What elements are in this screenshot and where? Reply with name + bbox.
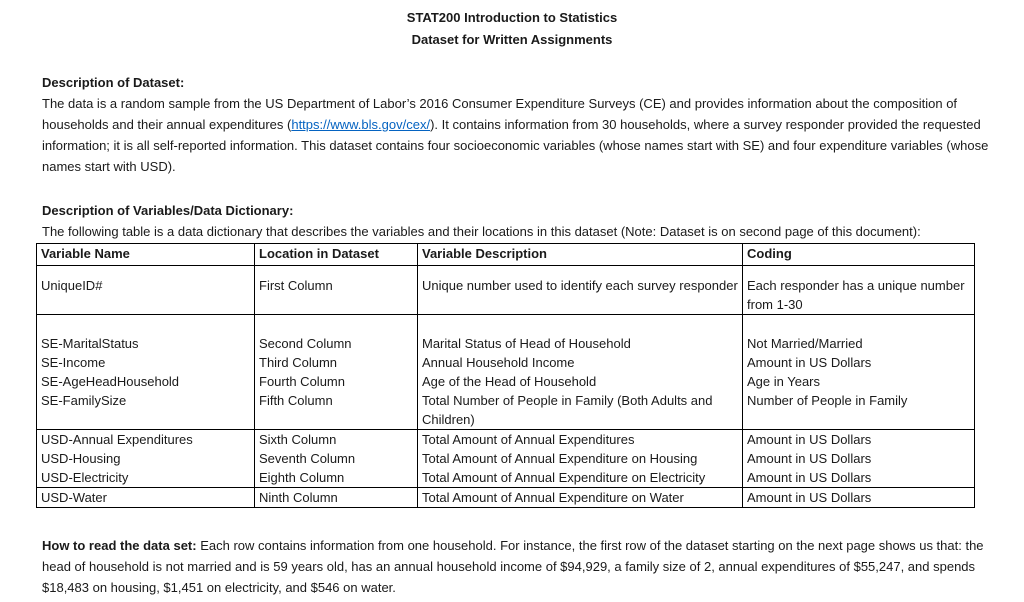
table-row [37,449,975,468]
variable-name-cell: SE-Income [37,353,255,372]
variable-name-cell: USD-Water [37,488,255,508]
table-row [37,372,975,391]
coding-cell: Each responder has a unique number from 1-30 [743,266,975,315]
description-cell: Age of the Head of Household [418,372,743,391]
table-header-row [37,244,975,266]
coding-cell: Amount in US Dollars [743,353,975,372]
description-cell: Total Amount of Annual Expenditure on Electricity [418,468,743,488]
dataset-description-heading: Description of Dataset: [42,75,185,90]
location-cell: First Column [255,266,418,315]
table-row [37,315,975,354]
variable-name-cell: SE-AgeHeadHousehold [37,372,255,391]
coding-cell: Number of People in Family [743,391,975,430]
location-cell: Third Column [255,353,418,372]
dataset-description-section [42,72,1002,177]
header-coding: Coding [743,244,975,266]
bls-link[interactable]: https://www.bls.gov/cex/ [291,117,431,132]
variables-description-section [42,200,1002,242]
location-cell: Ninth Column [255,488,418,508]
description-cell: Unique number used to identify each survey responder [418,266,743,315]
variables-description-intro: The following table is a data dictionary that describes the variables and their locations in this dataset (Note: Dataset is on second page of this document): [42,224,921,239]
dataset-description-text [42,93,1002,177]
description-cell: Total Amount of Annual Expenditure on Water [418,488,743,508]
description-cell: Annual Household Income [418,353,743,372]
table-row [37,468,975,488]
header-variable-name: Variable Name [37,244,255,266]
description-cell: Total Number of People in Family (Both Adults and Children) [418,391,743,430]
variable-name-cell: USD-Electricity [37,468,255,488]
data-dictionary-table [36,243,975,508]
how-to-read-heading: How to read the data set: [42,538,197,553]
document-title: STAT200 Introduction to Statistics [406,10,618,25]
table-row [37,353,975,372]
table-row [37,266,975,315]
coding-cell: Amount in US Dollars [743,468,975,488]
variable-name-cell: SE-FamilySize [37,391,255,430]
header-location: Location in Dataset [255,244,418,266]
variable-name-cell: SE-MaritalStatus [37,315,255,354]
coding-cell: Amount in US Dollars [743,449,975,468]
document-subtitle: Dataset for Written Assignments [411,32,613,47]
coding-cell: Amount in US Dollars [743,430,975,450]
header-description: Variable Description [418,244,743,266]
location-cell: Second Column [255,315,418,354]
dataset-description-text-part2: ). It contains information from 30 households, where a survey responder provided the requested information; it is all self-reported information. This dataset contains four socioeconomic variables (whose names start with SE) and four expenditure variables (whose names start with USD). [42,117,989,174]
table-row [37,430,975,450]
location-cell: Eighth Column [255,468,418,488]
coding-cell: Amount in US Dollars [743,488,975,508]
variable-name-cell: USD-Housing [37,449,255,468]
location-cell: Sixth Column [255,430,418,450]
description-cell: Total Amount of Annual Expenditure on Housing [418,449,743,468]
variables-description-heading: Description of Variables/Data Dictionary: [42,203,294,218]
how-to-read-text: Each row contains information from one household. For instance, the first row of the dataset starting on the next page shows us that: the head of household is not married and is 59 years old, has an annual household income of $94,929, a family size of 2, annual expenditures of $55,247, and spends $18,483 on housing, $1,451 on electricity, and $546 on water. [42,538,984,595]
coding-cell: Age in Years [743,372,975,391]
how-to-read-section [42,535,1002,598]
location-cell: Fifth Column [255,391,418,430]
table-row [37,391,975,430]
table-row [37,488,975,508]
location-cell: Seventh Column [255,449,418,468]
dataset-description-text-part1: The data is a random sample from the US Department of Labor’s 2016 Consumer Expenditure Surveys (CE) and provides information about the composition of households and their annual expenditures ( [42,96,958,132]
description-cell: Marital Status of Head of Household [418,315,743,354]
location-cell: Fourth Column [255,372,418,391]
coding-cell: Not Married/Married [743,315,975,354]
variable-name-cell: USD-Annual Expenditures [37,430,255,450]
description-cell: Total Amount of Annual Expenditures [418,430,743,450]
variable-name-cell: UniqueID# [37,266,255,315]
